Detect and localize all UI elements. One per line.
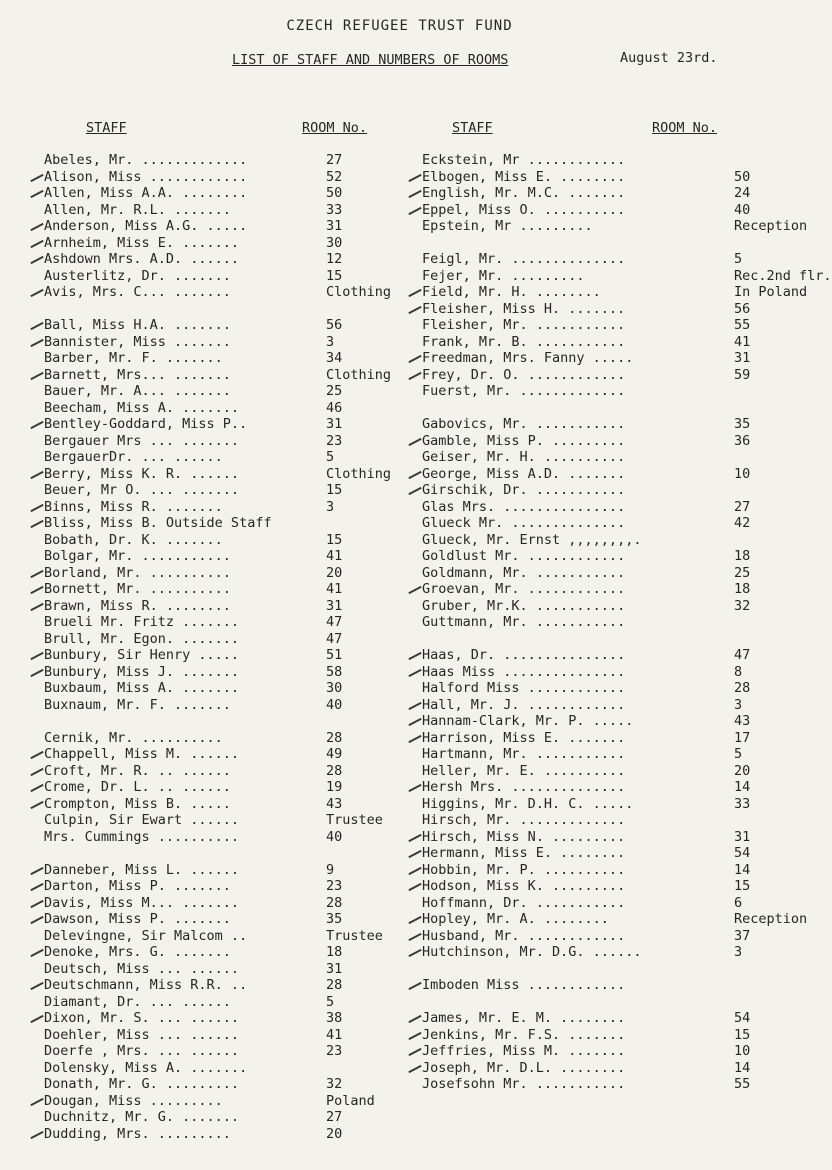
pen-tick-mark (408, 1031, 421, 1039)
room-number: Clothing (326, 366, 392, 383)
pen-tick-mark (30, 470, 43, 478)
staff-name: Girschik, Dr. ........... (422, 482, 626, 498)
left-room-heading: ROOM No. (302, 120, 368, 136)
room-number: 33 (326, 201, 343, 218)
staff-name: Goldlust Mr. ............ (422, 548, 626, 564)
staff-name: Alison, Miss ............ (44, 168, 248, 185)
room-number: 27 (734, 498, 751, 515)
staff-name: Elbogen, Miss E. ........ (422, 168, 626, 185)
staff-name: Imboden Miss ............ (422, 977, 626, 993)
room-number: 17 (734, 729, 751, 746)
staff-name: Josefsohn Mr. ........... (422, 1076, 626, 1092)
room-number: 30 (326, 234, 343, 251)
room-number: 20 (326, 1125, 343, 1142)
staff-name: Glas Mrs. ............... (422, 498, 626, 515)
staff-name: Hutchinson, Mr. D.G. ...... (422, 944, 642, 960)
staff-name: Hermann, Miss E. ........ (422, 845, 626, 861)
room-number: In Poland (734, 284, 808, 300)
room-number: 47 (326, 630, 343, 647)
room-number: 10 (734, 465, 751, 482)
room-number: 32 (734, 597, 751, 614)
room-number: 3 (326, 498, 335, 515)
staff-name: Arnheim, Miss E. ....... (44, 234, 240, 251)
room-number: 12 (326, 251, 343, 267)
room-number: 31 (326, 960, 343, 977)
staff-name: Danneber, Miss L. ...... (44, 861, 240, 878)
staff-name: Barnett, Mrs... ....... (44, 366, 231, 383)
staff-name: Anderson, Miss A.G. ..... (44, 218, 248, 234)
staff-name: Brueli Mr. Fritz ....... (44, 614, 240, 630)
staff-name: Heller, Mr. E. .......... (422, 762, 626, 779)
staff-name: Glueck, Mr. Ernst ,,,,,,,,. (422, 531, 642, 548)
staff-name: Fleisher, Miss H. ....... (422, 300, 626, 317)
pen-tick-mark (30, 256, 43, 264)
room-number: 36 (734, 432, 751, 449)
pen-tick-mark (408, 437, 421, 445)
room-number: 25 (326, 383, 343, 399)
room-number: Clothing (326, 465, 392, 482)
right-room-heading: ROOM No. (652, 120, 718, 136)
staff-name: Gruber, Mr.K. ........... (422, 597, 626, 614)
pen-tick-mark (30, 190, 43, 198)
staff-name: Dolensky, Miss A. ....... (44, 1059, 248, 1076)
pen-tick-mark (408, 784, 421, 792)
staff-name: Bornett, Mr. .......... (44, 581, 231, 597)
staff-name: Hoffmann, Dr. ........... (422, 894, 626, 911)
staff-name: Darton, Miss P. ....... (44, 878, 231, 894)
staff-name: Halford Miss ............ (422, 680, 626, 696)
pen-tick-mark (30, 421, 43, 429)
pen-tick-mark (408, 355, 421, 363)
room-number: 28 (326, 894, 343, 911)
staff-name: Feigl, Mr. .............. (422, 251, 626, 267)
room-number: 15 (734, 1026, 751, 1043)
room-number: 51 (326, 647, 343, 663)
room-number: 32 (326, 1076, 343, 1092)
pen-tick-mark (30, 982, 43, 990)
staff-name: Bliss, Miss B. Outside Staff (44, 515, 272, 531)
room-number: 54 (734, 1010, 751, 1026)
staff-name: Deutschmann, Miss R.R. .. (44, 977, 248, 993)
staff-name: Bunbury, Miss J. ....... (44, 663, 240, 680)
pen-tick-mark (30, 916, 43, 924)
room-number: 15 (326, 267, 343, 284)
staff-name: Hodson, Miss K. ......... (422, 878, 626, 894)
room-number: 23 (326, 878, 343, 894)
room-number: 30 (326, 680, 343, 696)
room-number: 14 (734, 861, 751, 878)
pen-tick-mark (408, 850, 421, 858)
pen-tick-mark (30, 569, 43, 577)
pen-tick-mark (408, 718, 421, 726)
staff-name: Field, Mr. H. ........ (422, 284, 601, 300)
staff-name: Hobbin, Mr. P. .......... (422, 861, 626, 878)
pen-tick-mark (408, 173, 421, 181)
staff-name: Bunbury, Sir Henry ..... (44, 647, 240, 663)
room-number: 33 (734, 795, 751, 812)
staff-name: Hartmann, Mr. ........... (422, 746, 626, 762)
room-number: 3 (326, 333, 335, 350)
pen-tick-mark (30, 751, 43, 759)
pen-tick-mark (408, 866, 421, 874)
room-number: 28 (326, 977, 343, 993)
room-number: 55 (734, 1076, 751, 1092)
staff-name: Crome, Dr. L. .. ...... (44, 779, 231, 795)
staff-name: Frank, Mr. B. ........... (422, 333, 626, 350)
pen-tick-mark (408, 833, 421, 841)
room-number: 27 (326, 1109, 343, 1125)
staff-name: Borland, Mr. .......... (44, 564, 231, 581)
staff-name: Doehler, Miss ... ...... (44, 1026, 240, 1043)
room-number: 40 (326, 696, 343, 713)
staff-name: Bergauer Mrs ... ....... (44, 432, 240, 449)
pen-tick-mark (408, 371, 421, 379)
room-number: 38 (326, 1010, 343, 1026)
staff-name: Culpin, Sir Ewart ...... (44, 812, 240, 828)
room-number: 28 (326, 729, 343, 746)
room-number: 19 (326, 779, 343, 795)
room-number: 41 (326, 1026, 343, 1043)
staff-name: Gamble, Miss P. ......... (422, 432, 626, 449)
room-number: 20 (734, 762, 751, 779)
staff-name: Guttmann, Mr. ........... (422, 614, 626, 630)
pen-tick-mark (30, 371, 43, 379)
staff-name: Mrs. Cummings .......... (44, 828, 240, 845)
staff-name: Abeles, Mr. ............. (44, 152, 248, 168)
pen-tick-mark (30, 899, 43, 907)
pen-tick-mark (30, 1015, 43, 1023)
room-number: 3 (734, 944, 743, 960)
pen-tick-mark (408, 668, 421, 676)
room-number: 42 (734, 515, 751, 531)
staff-name: Ashdown Mrs. A.D. ...... (44, 251, 240, 267)
staff-name: Buxbaum, Miss A. ....... (44, 680, 240, 696)
staff-name: Dudding, Mrs. ......... (44, 1125, 231, 1142)
room-number: 24 (734, 185, 751, 201)
staff-name: Freedman, Mrs. Fanny ..... (422, 350, 634, 366)
pen-tick-mark (30, 239, 43, 247)
room-number: 31 (734, 828, 751, 845)
pen-tick-mark (408, 206, 421, 214)
pen-tick-mark (408, 982, 421, 990)
room-number: 35 (326, 911, 343, 927)
staff-name: Doerfe , Mrs. ... ...... (44, 1043, 240, 1059)
room-number: Trustee (326, 927, 383, 944)
room-number: 34 (326, 350, 343, 366)
room-number: 23 (326, 1043, 343, 1059)
staff-name: Hopley, Mr. A. ........ (422, 911, 609, 927)
pen-tick-mark (30, 223, 43, 231)
room-number: 15 (734, 878, 751, 894)
pen-tick-mark (30, 800, 43, 808)
staff-name: Brull, Mr. Egon. ....... (44, 630, 240, 647)
pen-tick-mark (408, 949, 421, 957)
room-number: 31 (326, 218, 343, 234)
staff-name: Hirsch, Mr. ............. (422, 812, 626, 828)
staff-name: Higgins, Mr. D.H. C. ..... (422, 795, 634, 812)
staff-name: Eckstein, Mr ............ (422, 152, 626, 168)
staff-name: Glueck Mr. .............. (422, 515, 626, 531)
room-number: 20 (326, 564, 343, 581)
staff-name: Fuerst, Mr. ............. (422, 383, 626, 399)
staff-name: Haas, Dr. ............... (422, 647, 626, 663)
staff-name: BergauerDr. ... ...... (44, 449, 223, 465)
room-number: 43 (734, 713, 751, 729)
staff-name: Hersh Mrs. .............. (422, 779, 626, 795)
document-title: CZECH REFUGEE TRUST FUND (286, 18, 513, 34)
room-number: 31 (326, 597, 343, 614)
room-number: 9 (326, 861, 335, 878)
staff-name: Groevan, Mr. ............ (422, 581, 626, 597)
pen-tick-mark (408, 1064, 421, 1072)
room-number: 28 (734, 680, 751, 696)
staff-name: Frey, Dr. O. ............ (422, 366, 626, 383)
staff-name: Bannister, Miss ....... (44, 333, 231, 350)
pen-tick-mark (408, 916, 421, 924)
room-number: 3 (734, 696, 743, 713)
staff-name: Epstein, Mr ......... (422, 218, 593, 234)
pen-tick-mark (30, 1097, 43, 1105)
staff-name: Brawn, Miss R. ........ (44, 597, 231, 614)
pen-tick-mark (30, 652, 43, 660)
staff-name: Denoke, Mrs. G. ....... (44, 944, 231, 960)
document-subtitle: LIST OF STAFF AND NUMBERS OF ROOMS (232, 52, 509, 68)
staff-name: Donath, Mr. G. ......... (44, 1076, 240, 1092)
right-staff-heading: STAFF (452, 120, 493, 136)
room-number: 35 (734, 416, 751, 432)
staff-name: Beuer, Mr O. ... ....... (44, 482, 240, 498)
pen-tick-mark (30, 322, 43, 330)
room-number: Clothing (326, 284, 392, 300)
room-number: 47 (326, 614, 343, 630)
staff-name: Crompton, Miss B. ..... (44, 795, 231, 812)
room-number: 59 (734, 366, 751, 383)
staff-name: Geiser, Mr. H. .......... (422, 449, 626, 465)
pen-tick-mark (30, 289, 43, 297)
staff-name: Goldmann, Mr. ........... (422, 564, 626, 581)
room-number: 55 (734, 317, 751, 333)
staff-name: Cernik, Mr. .......... (44, 729, 223, 746)
pen-tick-mark (30, 503, 43, 511)
staff-name: Bentley-Goddard, Miss P.. (44, 416, 248, 432)
room-number: 41 (326, 548, 343, 564)
room-number: 46 (326, 399, 343, 416)
pen-tick-mark (30, 586, 43, 594)
room-number: 5 (734, 251, 743, 267)
room-number: 8 (734, 663, 743, 680)
room-number: 43 (326, 795, 343, 812)
staff-name: Hirsch, Miss N. ......... (422, 828, 626, 845)
staff-name: Deutsch, Miss ... ...... (44, 960, 240, 977)
pen-tick-mark (30, 173, 43, 181)
staff-name: Austerlitz, Dr. ....... (44, 267, 231, 284)
staff-name: Allen, Miss A.A. ........ (44, 185, 248, 201)
staff-name: Eppel, Miss O. .......... (422, 201, 626, 218)
left-staff-heading: STAFF (86, 120, 127, 136)
room-number: 10 (734, 1043, 751, 1059)
staff-name: Joseph, Mr. D.L. ........ (422, 1059, 626, 1076)
pen-tick-mark (408, 734, 421, 742)
room-number: 52 (326, 168, 343, 185)
pen-tick-mark (30, 668, 43, 676)
pen-tick-mark (30, 520, 43, 528)
room-number: 18 (326, 944, 343, 960)
room-number: 18 (734, 548, 751, 564)
pen-tick-mark (408, 883, 421, 891)
pen-tick-mark (408, 289, 421, 297)
staff-name: Bolgar, Mr. ........... (44, 548, 231, 564)
staff-name: English, Mr. M.C. ....... (422, 185, 626, 201)
staff-name: Haas Miss ............... (422, 663, 626, 680)
room-number: Reception (734, 911, 808, 927)
room-number: 56 (326, 317, 343, 333)
pen-tick-mark (30, 602, 43, 610)
staff-name: Harrison, Miss E. ....... (422, 729, 626, 746)
room-number: 14 (734, 779, 751, 795)
room-number: 41 (734, 333, 751, 350)
pen-tick-mark (30, 767, 43, 775)
room-number: 50 (326, 185, 343, 201)
staff-name: Jenkins, Mr. F.S. ....... (422, 1026, 626, 1043)
pen-tick-mark (408, 487, 421, 495)
staff-name: Gabovics, Mr. ........... (422, 416, 626, 432)
staff-name: Allen, Mr. R.L. ....... (44, 201, 231, 218)
pen-tick-mark (30, 784, 43, 792)
room-number: 5 (326, 993, 335, 1010)
pen-tick-mark (30, 338, 43, 346)
pen-tick-mark (30, 883, 43, 891)
pen-tick-mark (408, 1015, 421, 1023)
staff-name: Bauer, Mr. A... ....... (44, 383, 231, 399)
staff-name: Beecham, Miss A. ....... (44, 399, 240, 416)
staff-name: Dixon, Mr. S. ... ...... (44, 1010, 240, 1026)
staff-name: Davis, Miss M... ....... (44, 894, 240, 911)
staff-name: Dawson, Miss P. ....... (44, 911, 231, 927)
staff-name: George, Miss A.D. ....... (422, 465, 626, 482)
room-number: 49 (326, 746, 343, 762)
staff-name: Husband, Mr. ............ (422, 927, 626, 944)
room-number: 18 (734, 581, 751, 597)
room-number: 47 (734, 647, 751, 663)
staff-name: James, Mr. E. M. ........ (422, 1010, 626, 1026)
room-number: 15 (326, 482, 343, 498)
staff-name: Duchnitz, Mr. G. ....... (44, 1109, 240, 1125)
pen-tick-mark (30, 1130, 43, 1138)
staff-name: Delevingne, Sir Malcom .. (44, 927, 248, 944)
room-number: 15 (326, 531, 343, 548)
pen-tick-mark (408, 190, 421, 198)
staff-name: Hall, Mr. J. ............ (422, 696, 626, 713)
room-number: 54 (734, 845, 751, 861)
room-number: 58 (326, 663, 343, 680)
pen-tick-mark (408, 652, 421, 660)
room-number: 40 (326, 828, 343, 845)
room-number: 28 (326, 762, 343, 779)
staff-name: Fleisher, Mr. ........... (422, 317, 626, 333)
room-number: 50 (734, 168, 751, 185)
room-number: 31 (326, 416, 343, 432)
room-number: 6 (734, 894, 743, 911)
pen-tick-mark (408, 470, 421, 478)
room-number: 40 (734, 201, 751, 218)
pen-tick-mark (408, 586, 421, 594)
pen-tick-mark (30, 949, 43, 957)
staff-name: Hannam-Clark, Mr. P. ..... (422, 713, 634, 729)
pen-tick-mark (408, 932, 421, 940)
room-number: Reception (734, 218, 808, 234)
room-number: Poland (326, 1092, 375, 1109)
room-number: Rec.2nd flr. (734, 267, 832, 284)
pen-tick-mark (30, 866, 43, 874)
room-number: 37 (734, 927, 751, 944)
room-number: 41 (326, 581, 343, 597)
room-number: 25 (734, 564, 751, 581)
staff-name: Ball, Miss H.A. ....... (44, 317, 231, 333)
document-date: August 23rd. (620, 50, 718, 66)
staff-name: Dougan, Miss ......... (44, 1092, 223, 1109)
pen-tick-mark (408, 305, 421, 313)
staff-name: Chappell, Miss M. ...... (44, 746, 240, 762)
pen-tick-mark (408, 701, 421, 709)
room-number: 56 (734, 300, 751, 317)
staff-name: Fejer, Mr. ......... (422, 267, 585, 284)
room-number: 23 (326, 432, 343, 449)
room-number: Trustee (326, 812, 383, 828)
staff-name: Avis, Mrs. C... ....... (44, 284, 231, 300)
staff-name: Jeffries, Miss M. ....... (422, 1043, 626, 1059)
staff-name: Berry, Miss K. R. ...... (44, 465, 240, 482)
room-number: 5 (326, 449, 335, 465)
staff-name: Bobath, Dr. K. ....... (44, 531, 223, 548)
room-number: 5 (734, 746, 743, 762)
staff-name: Buxnaum, Mr. F. ....... (44, 696, 231, 713)
room-number: 27 (326, 152, 343, 168)
staff-name: Barber, Mr. F. ....... (44, 350, 223, 366)
staff-name: Croft, Mr. R. .. ...... (44, 762, 231, 779)
staff-name: Diamant, Dr. ... ...... (44, 993, 231, 1010)
room-number: 14 (734, 1059, 751, 1076)
staff-name: Binns, Miss R. ....... (44, 498, 223, 515)
room-number: 31 (734, 350, 751, 366)
pen-tick-mark (408, 1048, 421, 1056)
